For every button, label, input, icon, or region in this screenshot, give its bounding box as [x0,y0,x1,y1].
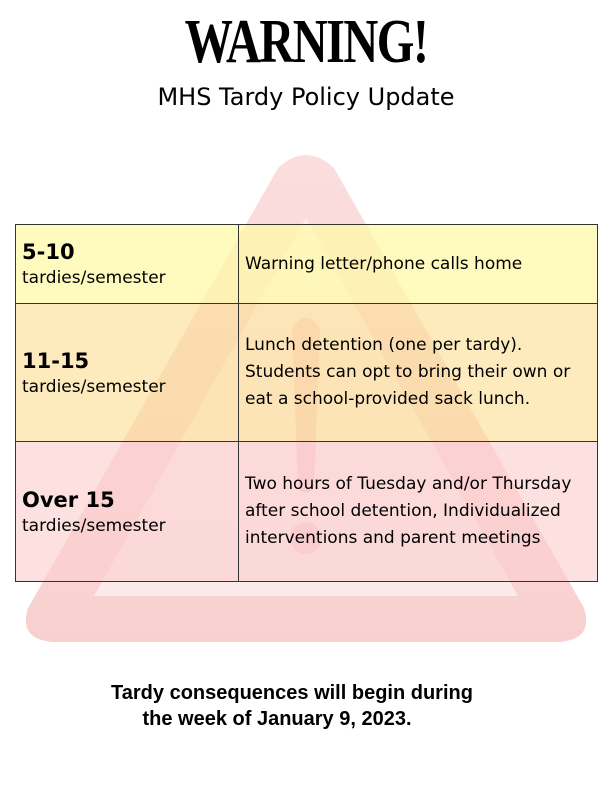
page-subtitle: MHS Tardy Policy Update [157,83,455,111]
tardy-range-cell [16,225,239,304]
consequence-cell: Lunch detention (one per tardy). Students can opt to bring their own or eat a school-provided sack lunch. [239,304,598,442]
tardy-range-cell [16,442,239,582]
notice-line-2: the week of January 9, 2023. [142,708,412,730]
tardy-range: 5-10 [22,240,75,264]
tardy-unit: tardies/semester [22,376,166,397]
tardy-range-cell [16,304,239,442]
notice-line-1: Tardy consequences will begin during [111,682,473,704]
tardy-unit: tardies/semester [22,268,166,288]
page-title: WARNING! [184,8,428,76]
tardy-range: 11-15 [22,348,90,373]
tardy-unit: tardies/semester [22,515,166,536]
consequence-cell: Warning letter/phone calls home [239,225,598,304]
tardy-policy-table [15,224,598,582]
tardy-range: Over 15 [22,487,115,512]
consequence-cell: Two hours of Tuesday and/or Thursday after school detention, Individualized interventions and parent meetings [239,442,598,582]
table-row [16,225,598,304]
start-date-notice [0,680,612,732]
table-row [16,304,598,442]
table-row [16,442,598,582]
